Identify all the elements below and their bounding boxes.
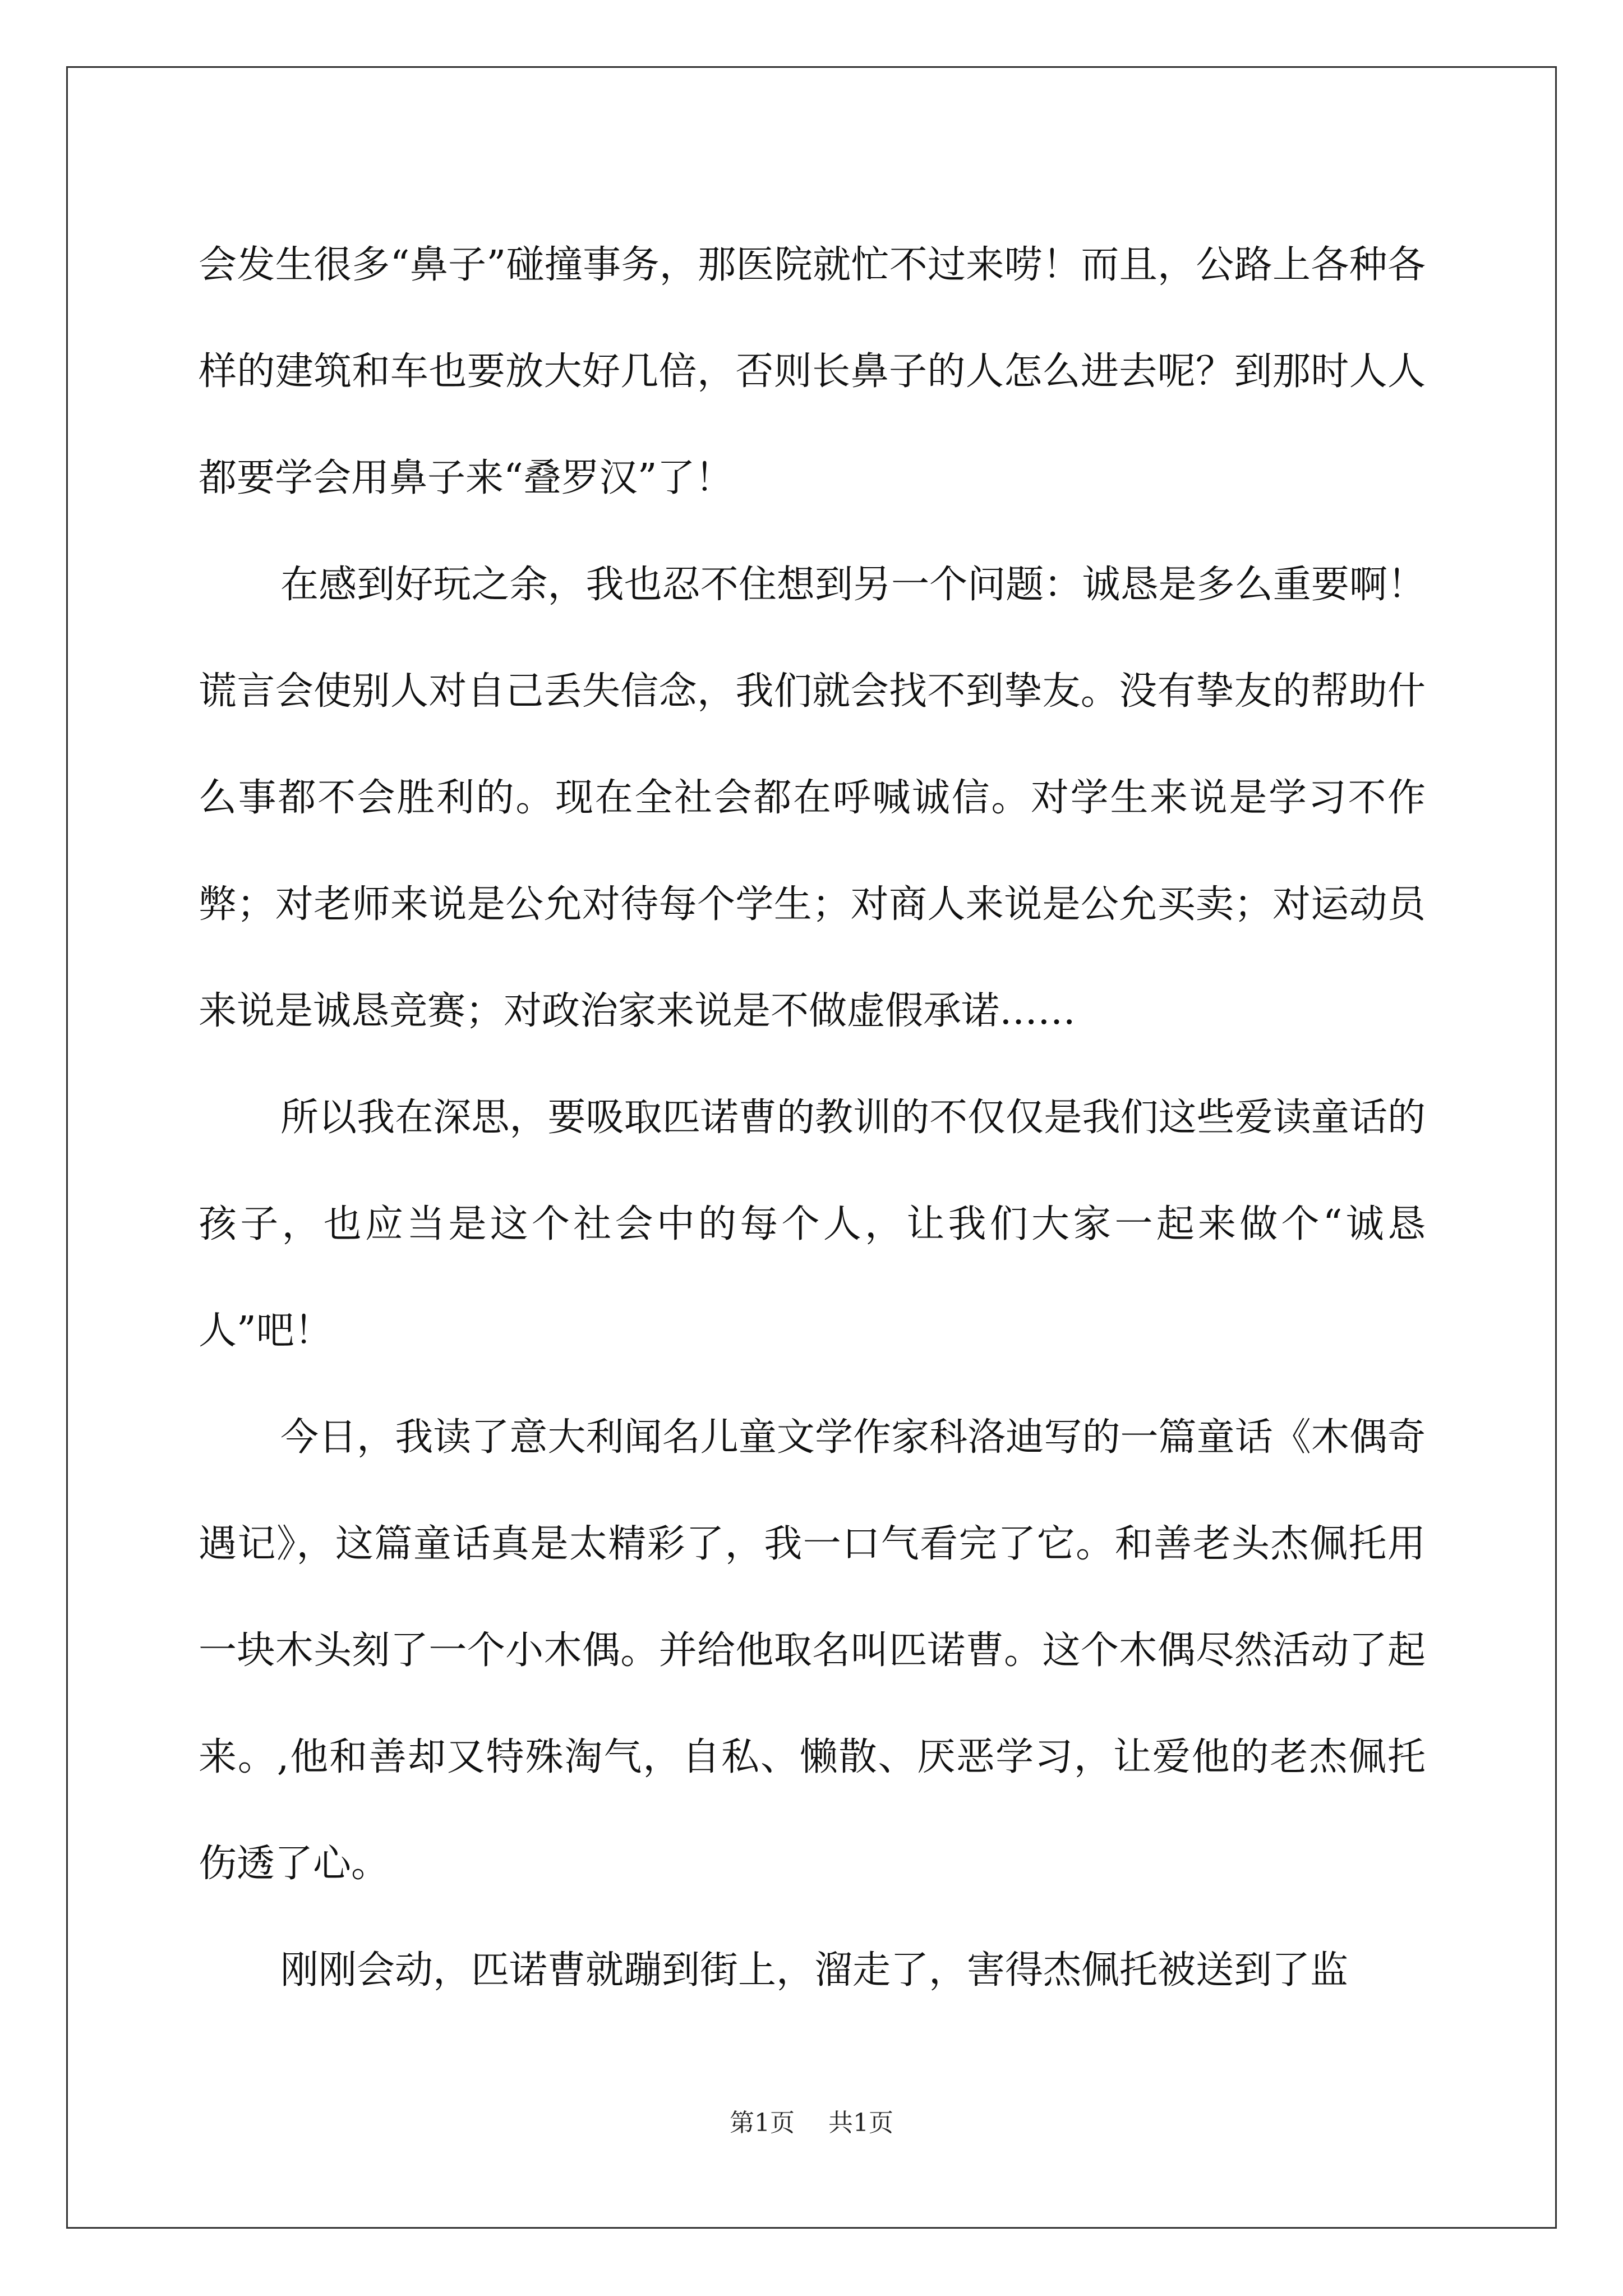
page-number: 第1页 [730,2109,795,2137]
paragraph-5: 刚刚会动，匹诺曹就蹦到街上，溜走了，害得杰佩托被送到了监 [280,1948,1349,1993]
document-body [199,212,1426,2024]
page-total: 共1页 [828,2109,893,2137]
paragraph-2: 在感到好玩之余，我也忍不住想到另一个问题：诚恳是多么重要啊！谎言会使别人对自己丢失信念，我们就会找不到挚友。没有挚友的帮助什么事都不会胜利的。现在全社会都在呼喊诚信。对学生来说是学习不作弊；对老师来说是公允对待每个学生；对商人来说是公允买卖；对运动员来说是诚恳竞赛；对政治家来说是不做虚假承诺…… [199,563,1426,1033]
paragraph-3: 所以我在深思，要吸取匹诺曹的教训的不仅仅是我们这些爱读童话的孩子，也应当是这个社会中的每个人，让我们大家一起来做个“诚恳人”吧！ [199,1096,1426,1353]
page-footer [0,2106,1623,2140]
paragraph-4: 今日，我读了意大利闻名儿童文学作家科洛迪写的一篇童话《木偶奇遇记》，这篇童话真是太精彩了，我一口气看完了它。和善老头杰佩托用一块木头刻了一个小木偶。并给他取名叫匹诺曹。这个木偶尽然活动了起来。,他和善却又特殊淘气，自私、懒散、厌恶学习，让爱他的老杰佩托伤透了心。 [199,1415,1426,1886]
paragraph-1: 会发生很多“鼻子”碰撞事务，那医院就忙不过来唠！而且，公路上各种各样的建筑和车也要放大好几倍，否则长鼻子的人怎么进去呢？到那时人人都要学会用鼻子来“叠罗汉”了！ [199,243,1426,500]
